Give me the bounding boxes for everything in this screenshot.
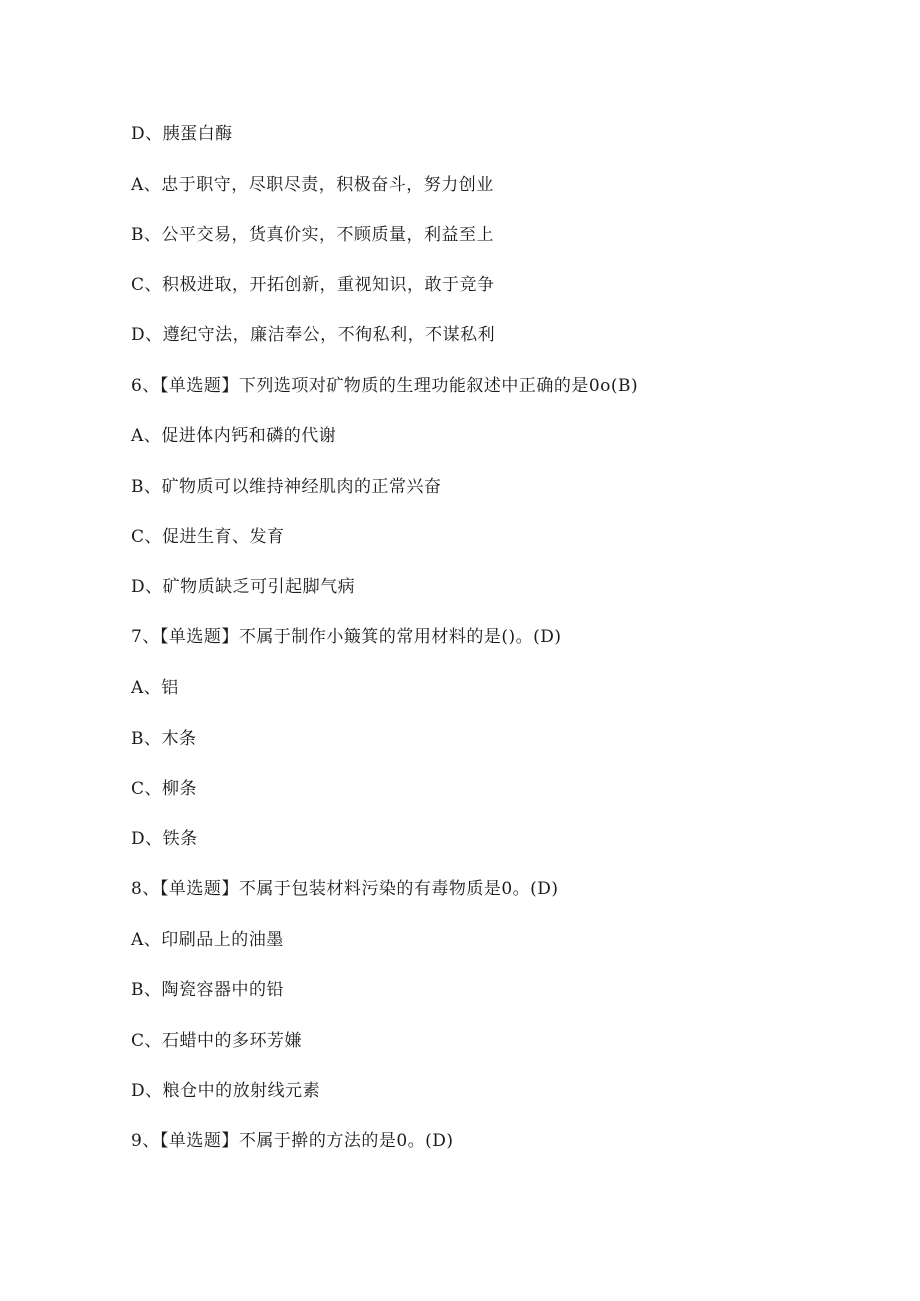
- question-9: 9、【单选题】不属于擀的方法的是0。(D): [131, 1131, 454, 1151]
- answer-option: C、柳条: [131, 779, 198, 799]
- answer-option: B、木条: [131, 729, 197, 749]
- answer-option: B、陶瓷容器中的铅: [131, 980, 284, 1000]
- answer-option: D、胰蛋白酶: [131, 124, 233, 144]
- answer-option: C、促进生育、发育: [131, 527, 285, 547]
- answer-option: D、粮仓中的放射线元素: [131, 1081, 321, 1101]
- answer-option: D、矿物质缺乏可引起脚气病: [131, 577, 356, 597]
- answer-option: B、矿物质可以维持神经肌肉的正常兴奋: [131, 477, 442, 497]
- answer-option: A、印刷品上的油墨: [131, 930, 284, 950]
- question-7: 7、【单选题】不属于制作小簸箕的常用材料的是()。(D): [131, 627, 562, 647]
- answer-option: C、积极进取，开拓创新，重视知识，敢于竞争: [131, 275, 495, 295]
- answer-option: A、忠于职守，尽职尽责，积极奋斗，努力创业: [131, 175, 494, 195]
- answer-option: A、铝: [131, 678, 179, 698]
- answer-option: D、遵纪守法，廉洁奉公，不徇私利，不谋私利: [131, 325, 496, 345]
- answer-option: A、促进体内钙和磷的代谢: [131, 426, 337, 446]
- question-8: 8、【单选题】不属于包装材料污染的有毒物质是0。(D): [131, 879, 559, 899]
- answer-option: D、铁条: [131, 829, 198, 849]
- question-6: 6、【单选题】下列选项对矿物质的生理功能叙述中正确的是0o(B): [131, 376, 639, 396]
- answer-option: C、石蜡中的多环芳嫌: [131, 1031, 303, 1051]
- answer-option: B、公平交易，货真价实，不顾质量，利益至上: [131, 225, 494, 245]
